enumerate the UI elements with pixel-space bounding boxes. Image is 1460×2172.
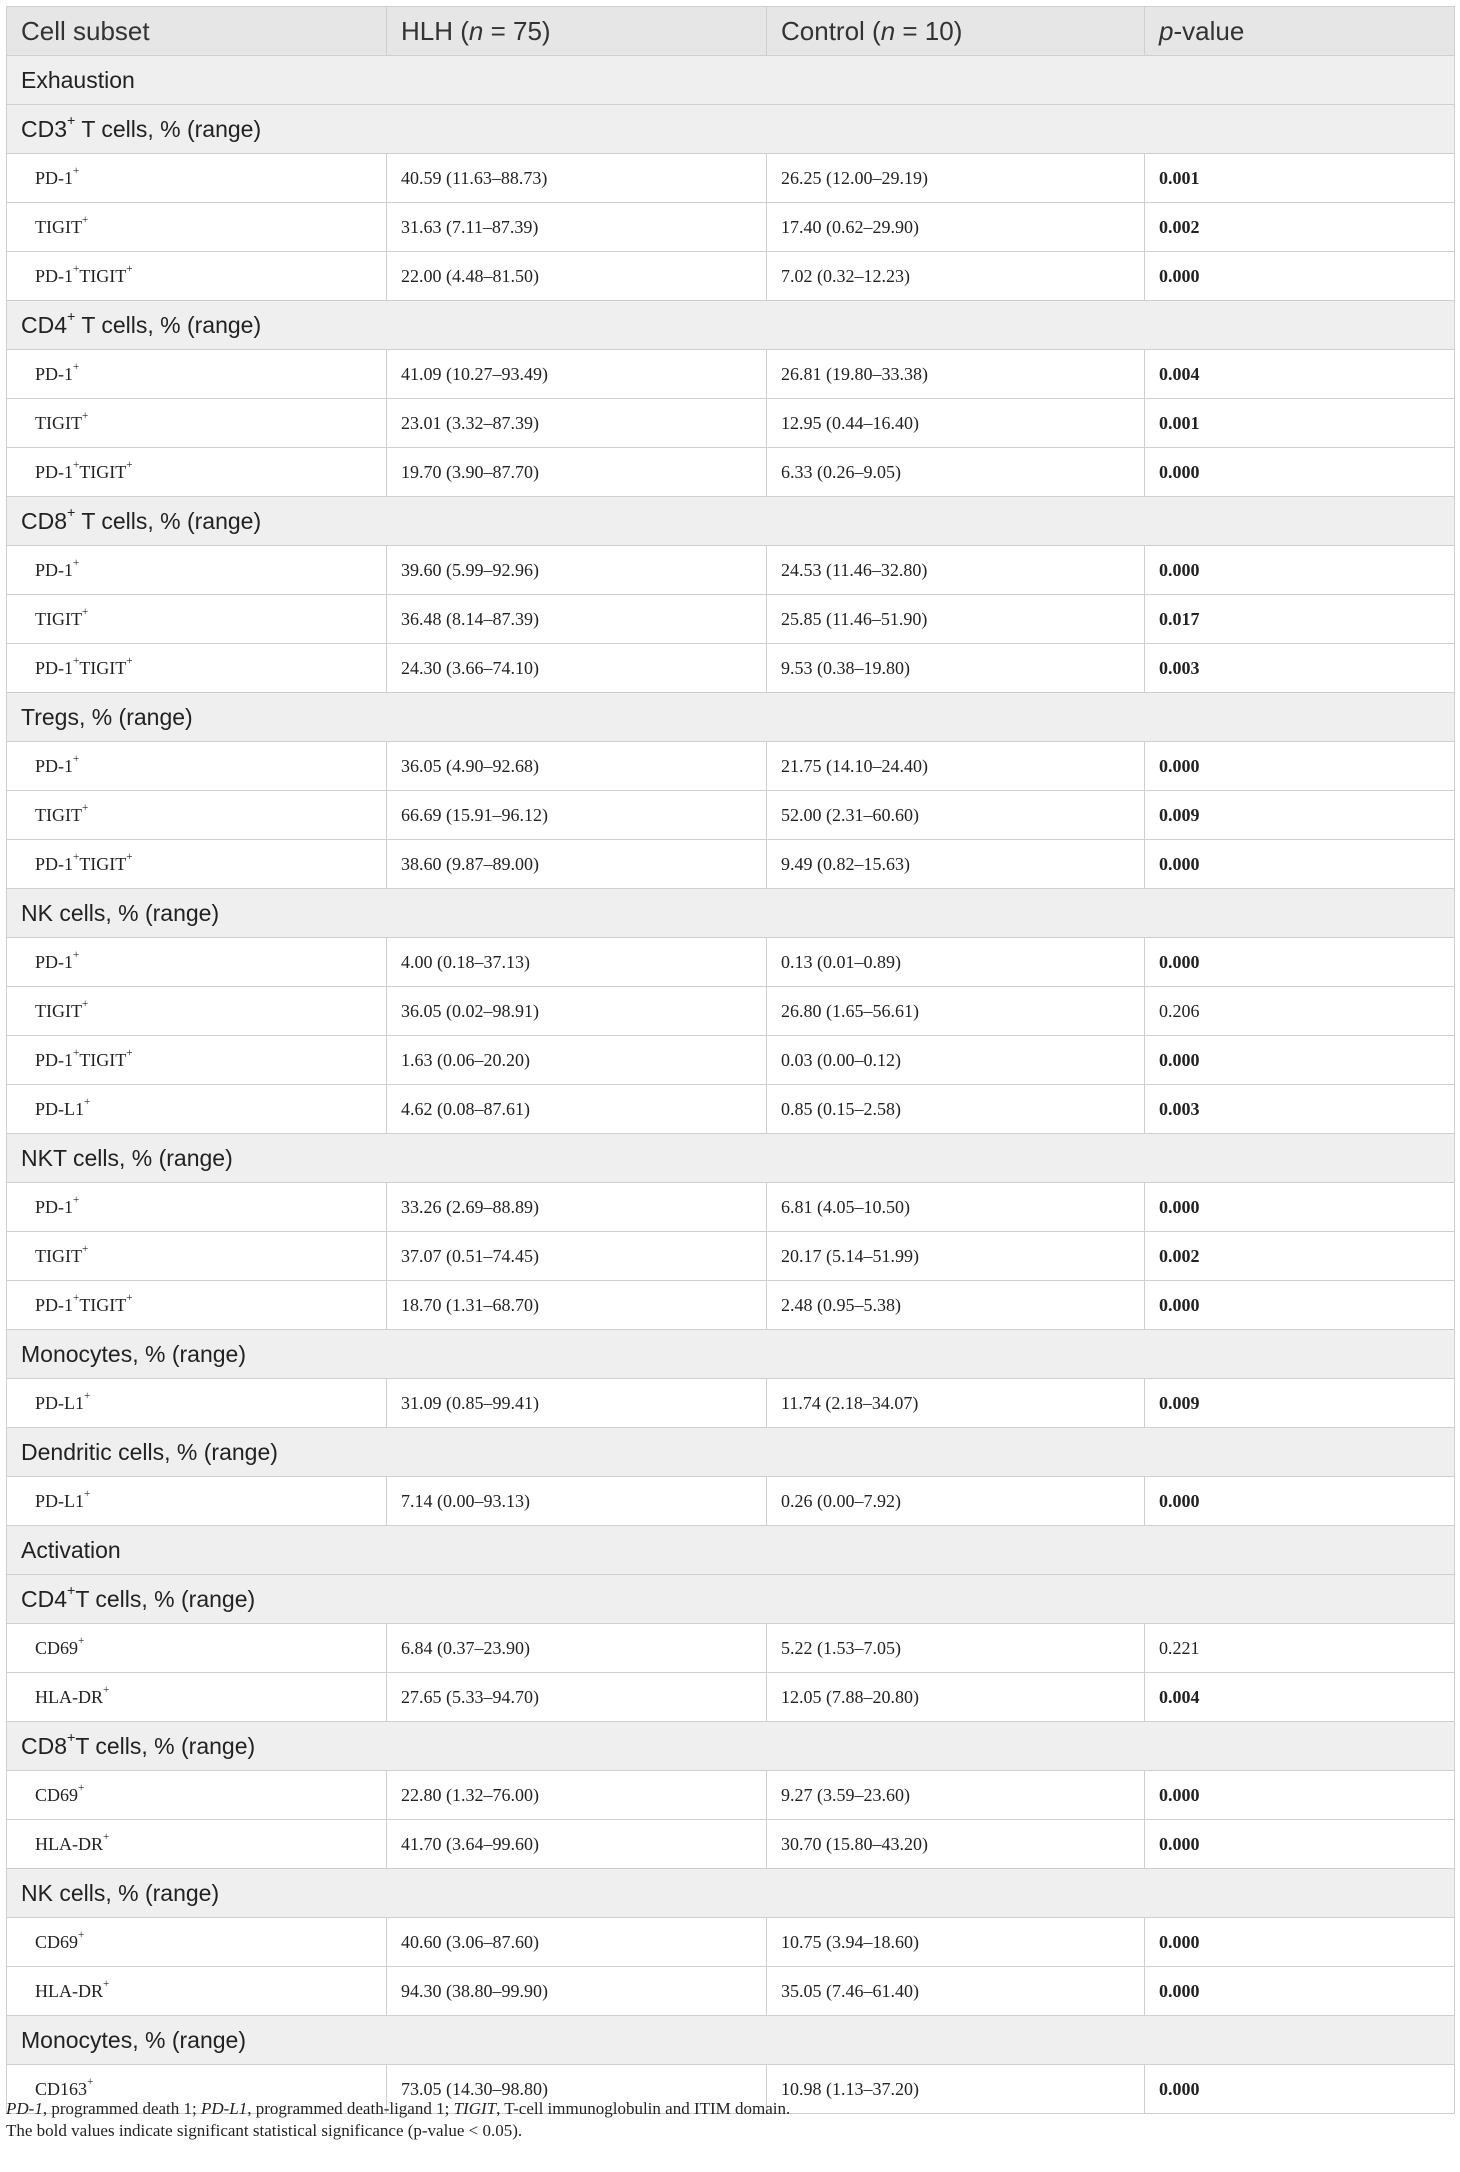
marker-cell: PD-1+TIGIT+ — [7, 252, 387, 301]
table-body — [7, 56, 1455, 2114]
table-row — [7, 938, 1455, 987]
marker-cell: CD163+ — [7, 2065, 387, 2114]
header-cell-subset: Cell subset — [7, 7, 387, 56]
hlh-value-cell: 39.60 (5.99–92.96) — [387, 546, 767, 595]
control-value-cell: 12.95 (0.44–16.40) — [767, 399, 1145, 448]
hlh-value-cell: 18.70 (1.31–68.70) — [387, 1281, 767, 1330]
group-row — [7, 497, 1455, 546]
footnote-significance-note: The bold values indicate significant statistical significance (p-value < 0.05). — [6, 2121, 523, 2140]
control-value-cell: 11.74 (2.18–34.07) — [767, 1379, 1145, 1428]
control-value-cell: 9.27 (3.59–23.60) — [767, 1771, 1145, 1820]
p-value-cell: 0.004 — [1145, 350, 1455, 399]
marker-cell: PD-L1+ — [7, 1477, 387, 1526]
table-row — [7, 1673, 1455, 1722]
control-value-cell: 35.05 (7.46–61.40) — [767, 1967, 1145, 2016]
hlh-value-cell: 7.14 (0.00–93.13) — [387, 1477, 767, 1526]
control-value-cell: 5.22 (1.53–7.05) — [767, 1624, 1145, 1673]
hlh-value-cell: 37.07 (0.51–74.45) — [387, 1232, 767, 1281]
marker-cell: PD-L1+ — [7, 1379, 387, 1428]
marker-cell: PD-1+TIGIT+ — [7, 1036, 387, 1085]
marker-cell: TIGIT+ — [7, 399, 387, 448]
marker-cell: TIGIT+ — [7, 987, 387, 1036]
header-control: Control (n = 10) — [767, 7, 1145, 56]
p-value-cell: 0.003 — [1145, 1085, 1455, 1134]
p-value-cell: 0.000 — [1145, 1281, 1455, 1330]
hlh-value-cell: 36.05 (0.02–98.91) — [387, 987, 767, 1036]
control-value-cell: 24.53 (11.46–32.80) — [767, 546, 1145, 595]
table-row — [7, 1918, 1455, 1967]
group-row — [7, 889, 1455, 938]
table-row — [7, 1967, 1455, 2016]
table-row — [7, 644, 1455, 693]
marker-cell: CD69+ — [7, 1624, 387, 1673]
p-value-cell: 0.000 — [1145, 840, 1455, 889]
hlh-value-cell: 41.70 (3.64–99.60) — [387, 1820, 767, 1869]
marker-cell: PD-L1+ — [7, 1085, 387, 1134]
hlh-value-cell: 36.05 (4.90–92.68) — [387, 742, 767, 791]
control-value-cell: 25.85 (11.46–51.90) — [767, 595, 1145, 644]
marker-cell: PD-1+ — [7, 938, 387, 987]
table-row — [7, 1624, 1455, 1673]
hlh-value-cell: 4.62 (0.08–87.61) — [387, 1085, 767, 1134]
section-label: Exhaustion — [7, 56, 1455, 105]
header-p-value: p-value — [1145, 7, 1455, 56]
table-row — [7, 1036, 1455, 1085]
footnote-abbreviations: PD-1, programmed death 1; PD-L1, programmed death-ligand 1; TIGIT, T-cell immunoglobulin and ITIM domain. — [6, 2099, 791, 2118]
p-value-cell: 0.000 — [1145, 1771, 1455, 1820]
section-row — [7, 1526, 1455, 1575]
p-value-cell: 0.000 — [1145, 252, 1455, 301]
marker-cell: TIGIT+ — [7, 1232, 387, 1281]
hlh-value-cell: 22.00 (4.48–81.50) — [387, 252, 767, 301]
p-value-cell: 0.000 — [1145, 1820, 1455, 1869]
group-row — [7, 1330, 1455, 1379]
group-row — [7, 301, 1455, 350]
p-value-cell: 0.000 — [1145, 1036, 1455, 1085]
control-value-cell: 12.05 (7.88–20.80) — [767, 1673, 1145, 1722]
table-row — [7, 1477, 1455, 1526]
control-value-cell: 30.70 (15.80–43.20) — [767, 1820, 1145, 1869]
marker-cell: TIGIT+ — [7, 791, 387, 840]
control-value-cell: 2.48 (0.95–5.38) — [767, 1281, 1145, 1330]
p-value-cell: 0.017 — [1145, 595, 1455, 644]
hlh-value-cell: 6.84 (0.37–23.90) — [387, 1624, 767, 1673]
table-row — [7, 987, 1455, 1036]
p-value-cell: 0.009 — [1145, 1379, 1455, 1428]
table-row — [7, 1232, 1455, 1281]
hlh-value-cell: 40.59 (11.63–88.73) — [387, 154, 767, 203]
table-row — [7, 1820, 1455, 1869]
group-label: Tregs, % (range) — [7, 693, 1455, 742]
control-value-cell: 7.02 (0.32–12.23) — [767, 252, 1145, 301]
marker-cell: CD69+ — [7, 1771, 387, 1820]
control-value-cell: 0.03 (0.00–0.12) — [767, 1036, 1145, 1085]
group-label: NK cells, % (range) — [7, 889, 1455, 938]
control-value-cell: 17.40 (0.62–29.90) — [767, 203, 1145, 252]
control-value-cell: 9.53 (0.38–19.80) — [767, 644, 1145, 693]
marker-cell: TIGIT+ — [7, 203, 387, 252]
hlh-value-cell: 27.65 (5.33–94.70) — [387, 1673, 767, 1722]
marker-cell: HLA-DR+ — [7, 1673, 387, 1722]
control-value-cell: 26.81 (19.80–33.38) — [767, 350, 1145, 399]
group-row — [7, 1134, 1455, 1183]
table-row — [7, 595, 1455, 644]
control-value-cell: 52.00 (2.31–60.60) — [767, 791, 1145, 840]
table-row — [7, 1379, 1455, 1428]
group-row — [7, 1575, 1455, 1624]
table-row — [7, 1281, 1455, 1330]
hlh-value-cell: 22.80 (1.32–76.00) — [387, 1771, 767, 1820]
p-value-cell: 0.002 — [1145, 1232, 1455, 1281]
table-row — [7, 1771, 1455, 1820]
p-value-cell: 0.000 — [1145, 742, 1455, 791]
table-row — [7, 448, 1455, 497]
p-value-cell: 0.000 — [1145, 938, 1455, 987]
hlh-value-cell: 19.70 (3.90–87.70) — [387, 448, 767, 497]
p-value-cell: 0.221 — [1145, 1624, 1455, 1673]
marker-cell: CD69+ — [7, 1918, 387, 1967]
p-value-cell: 0.000 — [1145, 1918, 1455, 1967]
marker-cell: PD-1+TIGIT+ — [7, 1281, 387, 1330]
hlh-value-cell: 40.60 (3.06–87.60) — [387, 1918, 767, 1967]
group-label: NK cells, % (range) — [7, 1869, 1455, 1918]
control-value-cell: 10.75 (3.94–18.60) — [767, 1918, 1145, 1967]
control-value-cell: 6.33 (0.26–9.05) — [767, 448, 1145, 497]
control-value-cell: 0.26 (0.00–7.92) — [767, 1477, 1145, 1526]
results-table-container — [6, 6, 1454, 2114]
group-label: CD8+T cells, % (range) — [7, 1722, 1455, 1771]
p-value-cell: 0.001 — [1145, 399, 1455, 448]
control-value-cell: 9.49 (0.82–15.63) — [767, 840, 1145, 889]
control-value-cell: 21.75 (14.10–24.40) — [767, 742, 1145, 791]
marker-cell: HLA-DR+ — [7, 1820, 387, 1869]
hlh-value-cell: 66.69 (15.91–96.12) — [387, 791, 767, 840]
section-row — [7, 56, 1455, 105]
hlh-value-cell: 31.63 (7.11–87.39) — [387, 203, 767, 252]
control-value-cell: 0.13 (0.01–0.89) — [767, 938, 1145, 987]
p-value-cell: 0.001 — [1145, 154, 1455, 203]
p-value-cell: 0.000 — [1145, 1967, 1455, 2016]
table-row — [7, 791, 1455, 840]
group-row — [7, 1869, 1455, 1918]
table-row — [7, 840, 1455, 889]
table-row — [7, 350, 1455, 399]
table-row — [7, 203, 1455, 252]
table-row — [7, 1085, 1455, 1134]
p-value-cell: 0.009 — [1145, 791, 1455, 840]
table-header-row — [7, 7, 1455, 56]
marker-cell: PD-1+ — [7, 1183, 387, 1232]
group-label: Monocytes, % (range) — [7, 2016, 1455, 2065]
group-row — [7, 2016, 1455, 2065]
p-value-cell: 0.000 — [1145, 448, 1455, 497]
marker-cell: HLA-DR+ — [7, 1967, 387, 2016]
hlh-value-cell: 4.00 (0.18–37.13) — [387, 938, 767, 987]
header-hlh: HLH (n = 75) — [387, 7, 767, 56]
group-row — [7, 105, 1455, 154]
section-label: Activation — [7, 1526, 1455, 1575]
table-row — [7, 154, 1455, 203]
marker-cell: TIGIT+ — [7, 595, 387, 644]
p-value-cell: 0.004 — [1145, 1673, 1455, 1722]
table-footnote — [6, 2098, 1454, 2142]
control-value-cell: 26.80 (1.65–56.61) — [767, 987, 1145, 1036]
hlh-value-cell: 41.09 (10.27–93.49) — [387, 350, 767, 399]
p-value-cell: 0.000 — [1145, 1183, 1455, 1232]
hlh-value-cell: 31.09 (0.85–99.41) — [387, 1379, 767, 1428]
hlh-value-cell: 23.01 (3.32–87.39) — [387, 399, 767, 448]
group-label: CD4+ T cells, % (range) — [7, 301, 1455, 350]
marker-cell: PD-1+ — [7, 546, 387, 595]
p-value-cell: 0.002 — [1145, 203, 1455, 252]
group-label: Dendritic cells, % (range) — [7, 1428, 1455, 1477]
table-row — [7, 399, 1455, 448]
p-value-cell: 0.003 — [1145, 644, 1455, 693]
hlh-value-cell: 36.48 (8.14–87.39) — [387, 595, 767, 644]
marker-cell: PD-1+ — [7, 154, 387, 203]
marker-cell: PD-1+TIGIT+ — [7, 644, 387, 693]
group-label: Monocytes, % (range) — [7, 1330, 1455, 1379]
group-label: CD3+ T cells, % (range) — [7, 105, 1455, 154]
hlh-value-cell: 24.30 (3.66–74.10) — [387, 644, 767, 693]
control-value-cell: 10.98 (1.13–37.20) — [767, 2065, 1145, 2114]
hlh-value-cell: 73.05 (14.30–98.80) — [387, 2065, 767, 2114]
table-row — [7, 1183, 1455, 1232]
p-value-cell: 0.206 — [1145, 987, 1455, 1036]
results-table — [6, 6, 1455, 2114]
hlh-value-cell: 94.30 (38.80–99.90) — [387, 1967, 767, 2016]
marker-cell: PD-1+TIGIT+ — [7, 448, 387, 497]
group-label: CD8+ T cells, % (range) — [7, 497, 1455, 546]
group-label: CD4+T cells, % (range) — [7, 1575, 1455, 1624]
group-row — [7, 1428, 1455, 1477]
p-value-cell: 0.000 — [1145, 546, 1455, 595]
hlh-value-cell: 38.60 (9.87–89.00) — [387, 840, 767, 889]
group-row — [7, 693, 1455, 742]
marker-cell: PD-1+ — [7, 742, 387, 791]
group-label: NKT cells, % (range) — [7, 1134, 1455, 1183]
table-row — [7, 742, 1455, 791]
hlh-value-cell: 1.63 (0.06–20.20) — [387, 1036, 767, 1085]
table-row — [7, 546, 1455, 595]
control-value-cell: 0.85 (0.15–2.58) — [767, 1085, 1145, 1134]
control-value-cell: 6.81 (4.05–10.50) — [767, 1183, 1145, 1232]
marker-cell: PD-1+TIGIT+ — [7, 840, 387, 889]
p-value-cell: 0.000 — [1145, 1477, 1455, 1526]
control-value-cell: 26.25 (12.00–29.19) — [767, 154, 1145, 203]
group-row — [7, 1722, 1455, 1771]
table-row — [7, 252, 1455, 301]
marker-cell: PD-1+ — [7, 350, 387, 399]
hlh-value-cell: 33.26 (2.69–88.89) — [387, 1183, 767, 1232]
control-value-cell: 20.17 (5.14–51.99) — [767, 1232, 1145, 1281]
p-value-cell: 0.000 — [1145, 2065, 1455, 2114]
